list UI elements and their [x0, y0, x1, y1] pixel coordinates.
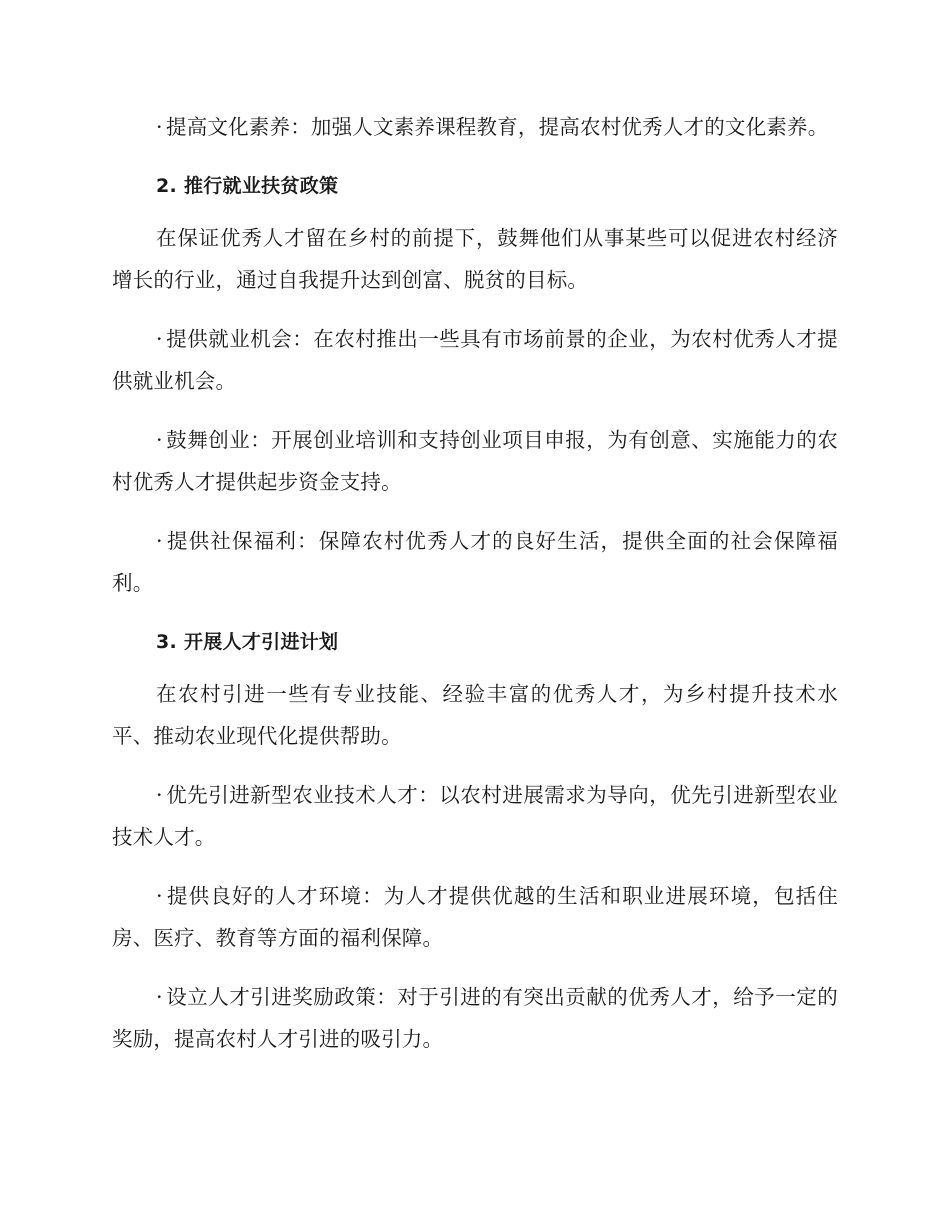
- bullet-item: [112, 774, 838, 858]
- bullet-text: 提供良好的人才环境：为人才提供优越的生活和职业进展环境，包括住房、医疗、教育等方面的福利保障。: [112, 884, 838, 950]
- bullet-dot: ·: [156, 327, 163, 351]
- bullet-dot: ·: [156, 529, 163, 553]
- bullet-text: 优先引进新型农业技术人才：以农村进展需求为导向，优先引进新型农业技术人才。: [112, 783, 838, 849]
- bullet-item: [112, 106, 838, 148]
- bullet-item: [112, 875, 838, 959]
- bullet-item: [112, 520, 838, 604]
- bullet-dot: ·: [156, 884, 163, 908]
- section-heading: 3. 开展人才引进计划: [156, 631, 339, 653]
- section-heading: 2. 推行就业扶贫政策: [156, 175, 339, 197]
- bullet-dot: ·: [156, 783, 163, 807]
- body-paragraph: 在保证优秀人才留在乡村的前提下，鼓舞他们从事某些可以促进农村经济增长的行业，通过自我提升达到创富、脱贫的目标。: [112, 226, 838, 292]
- bullet-text: 提供社保福利：保障农村优秀人才的良好生活，提供全面的社会保障福利。: [112, 529, 838, 595]
- bullet-text: 鼓舞创业：开展创业培训和支持创业项目申报，为有创意、实施能力的农村优秀人才提供起步资金支持。: [112, 428, 838, 494]
- bullet-item: [112, 419, 838, 503]
- bullet-dot: ·: [156, 985, 163, 1009]
- bullet-item: [112, 318, 838, 402]
- bullet-item: [112, 976, 838, 1060]
- bullet-dot: ·: [156, 115, 163, 139]
- bullet-text: 提供就业机会：在农村推出一些具有市场前景的企业，为农村优秀人才提供就业机会。: [112, 327, 838, 393]
- body-paragraph: 在农村引进一些有专业技能、经验丰富的优秀人才，为乡村提升技术水平、推动农业现代化提供帮助。: [112, 682, 838, 748]
- bullet-dot: ·: [156, 428, 163, 452]
- bullet-text: 设立人才引进奖励政策：对于引进的有突出贡献的优秀人才，给予一定的奖励，提高农村人才引进的吸引力。: [112, 985, 838, 1051]
- bullet-text: 提高文化素养：加强人文素养课程教育，提高农村优秀人才的文化素养。: [166, 115, 829, 139]
